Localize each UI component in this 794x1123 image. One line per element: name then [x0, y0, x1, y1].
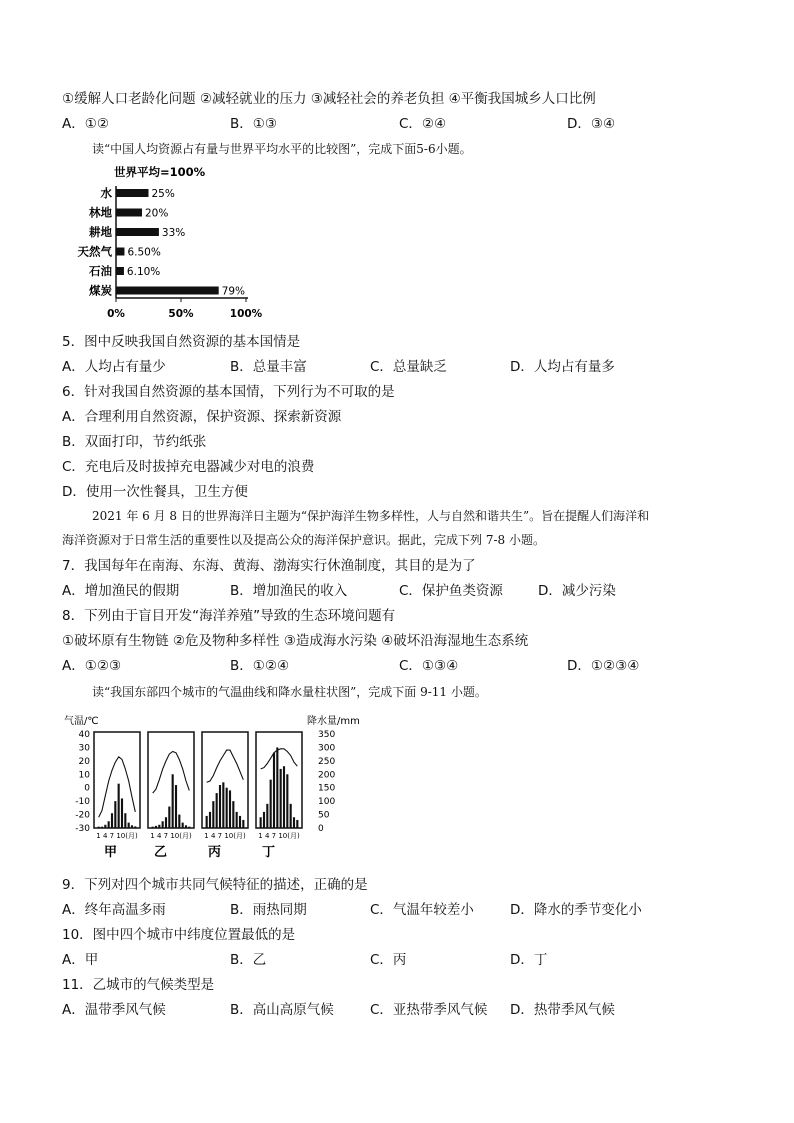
precip-tick-label: 300 [318, 743, 336, 754]
q11-option-b[interactable]: B．高山高原气候 [230, 1002, 334, 1018]
precip-bar [273, 753, 275, 828]
category-label: 水 [100, 186, 112, 200]
q11-stem: 11．乙城市的气候类型是 [62, 977, 215, 993]
precip-bar [229, 790, 231, 828]
precip-bar [114, 801, 116, 828]
q5-option-a[interactable]: A．人均占有量少 [62, 359, 166, 375]
q7-option-c[interactable]: C．保护鱼类资源 [399, 583, 503, 599]
intro-5-6: 读“中国人均资源占有量与世界平均水平的比较图”，完成下面5-6小题。 [92, 142, 472, 156]
q8-option-d[interactable]: D．①②③④ [567, 658, 640, 674]
temp-tick-label: 0 [84, 783, 90, 794]
resource-bar [116, 209, 142, 217]
bar-value-label: 20% [145, 207, 169, 220]
q5-option-d[interactable]: D．人均占有量多 [510, 359, 615, 375]
q5-option-c[interactable]: C．总量缺乏 [370, 359, 447, 375]
resource-bar-chart [76, 160, 306, 326]
q9-option-b[interactable]: B．雨热同期 [230, 902, 307, 918]
q11-option-c[interactable]: C．亚热带季风气候 [370, 1002, 488, 1018]
q8-option-a[interactable]: A．①②③ [62, 658, 122, 674]
temp-axis-label: 气温/℃ [64, 716, 99, 727]
intro-9-11: 读“我国东部四个城市的气温曲线和降水量柱状图”，完成下面 9-11 小题。 [92, 685, 487, 699]
q8-option-b[interactable]: B．①②④ [230, 658, 290, 674]
resource-bar [116, 228, 159, 236]
q10-option-b[interactable]: B．乙 [230, 952, 267, 968]
q10-stem: 10．图中四个城市中纬度位置最低的是 [62, 927, 296, 943]
q7-option-d[interactable]: D．减少污染 [538, 583, 616, 599]
precip-bar [216, 793, 218, 828]
precip-bar [182, 823, 184, 828]
q7-option-b[interactable]: B．增加渔民的收入 [230, 583, 348, 599]
temp-tick-label: 10 [78, 770, 90, 781]
q9-options [62, 901, 742, 919]
q4-option-b[interactable]: B．①③ [230, 116, 277, 132]
precip-bar [219, 785, 221, 828]
precip-bar [266, 804, 268, 828]
temp-tick-label: -20 [75, 810, 90, 821]
q5-stem: 5．图中反映我国自然资源的基本国情是 [62, 334, 301, 350]
precip-bar [118, 784, 120, 828]
precip-bar [212, 801, 214, 828]
q8-options [62, 657, 742, 675]
precip-bar [98, 827, 100, 828]
q10-option-a[interactable]: A．甲 [62, 952, 99, 968]
precip-bar [283, 766, 285, 828]
climate-chart [60, 712, 360, 862]
q4-option-c[interactable]: C．②④ [399, 116, 447, 132]
q9-option-a[interactable]: A．终年高温多雨 [62, 902, 166, 918]
precip-bar [124, 813, 126, 828]
climate-panel [94, 732, 140, 860]
bar-value-label: 25% [151, 188, 175, 200]
precip-bar [155, 826, 157, 828]
climate-panel [148, 732, 194, 860]
month-label: 1 4 7 10(月) [258, 832, 300, 840]
precip-bar [270, 780, 272, 828]
precip-bar [152, 827, 154, 828]
x-tick-label: 100% [229, 308, 263, 320]
climate-panel [256, 732, 302, 860]
precip-bar [260, 817, 262, 828]
city-name-label: 乙 [154, 845, 168, 860]
q10-option-d[interactable]: D．丁 [510, 952, 548, 968]
q9-option-d[interactable]: D．降水的季节变化小 [510, 902, 642, 918]
q10-option-c[interactable]: C．丙 [370, 952, 407, 968]
resource-bar [116, 189, 149, 197]
precip-bar [134, 826, 136, 828]
q6-option-d[interactable]: D．使用一次性餐具，卫生方便 [62, 484, 248, 500]
precip-tick-label: 350 [318, 730, 336, 740]
precip-tick-label: 250 [318, 756, 336, 767]
q8-option-c[interactable]: C．①③④ [399, 658, 459, 674]
precip-bar [286, 774, 288, 828]
temp-tick-label: 30 [78, 743, 90, 754]
temp-curve [207, 750, 244, 782]
precip-bar [104, 825, 106, 828]
precip-tick-label: 0 [318, 824, 324, 834]
q6-option-c[interactable]: C．充电后及时拔掉充电器减少对电的浪费 [62, 459, 315, 475]
category-label: 石油 [89, 264, 112, 278]
category-label: 煤炭 [89, 283, 112, 298]
q11-option-a[interactable]: A．温带季风气候 [62, 1002, 166, 1018]
precip-bar [172, 774, 174, 828]
q6-option-b[interactable]: B．双面打印，节约纸张 [62, 434, 207, 450]
q9-option-c[interactable]: C．气温年较差小 [370, 902, 474, 918]
q6-option-a[interactable]: A．合理利用自然资源，保护资源、探索新资源 [62, 409, 342, 425]
precip-bar [178, 815, 180, 828]
precip-bar [222, 782, 224, 828]
resource-bar [116, 287, 219, 295]
precip-bar [158, 825, 160, 828]
precip-bar [239, 816, 241, 828]
city-name-label: 丁 [262, 845, 276, 860]
q5-option-b[interactable]: B．总量丰富 [230, 359, 307, 375]
panel-frame [256, 732, 302, 828]
q7-stem: 7．我国每年在南海、东海、黄海、渤海实行休渔制度，其目的是为了 [62, 558, 476, 574]
precip-bar [128, 823, 130, 828]
precip-bar [188, 827, 190, 828]
precip-bar [232, 801, 234, 828]
precip-bar [131, 825, 133, 828]
bar-value-label: 6.10% [126, 266, 161, 278]
q4-option-d[interactable]: D．③④ [567, 116, 616, 132]
precip-bar [121, 798, 123, 828]
precip-bar [236, 812, 238, 828]
temp-curve [153, 752, 190, 794]
q4-statements: ①缓解人口老龄化问题 ②减轻就业的压力 ③减轻社会的养老负担 ④平衡我国城乡人口比例 [62, 91, 596, 107]
precip-axis-label: 降水量/mm [307, 716, 360, 727]
precip-bar [101, 827, 103, 828]
precip-bar [162, 821, 164, 828]
panel-frame [148, 732, 194, 828]
precip-bar [206, 816, 208, 828]
precip-bar [290, 804, 292, 828]
precip-tick-label: 100 [318, 797, 336, 808]
x-tick-label: 0% [107, 308, 125, 320]
resource-bar [116, 267, 124, 275]
precip-bar [165, 817, 167, 828]
temp-tick-label: 40 [78, 730, 90, 740]
precip-bar [293, 817, 295, 828]
temp-tick-label: -30 [75, 824, 90, 834]
precip-bar [111, 813, 113, 828]
precip-tick-label: 50 [318, 810, 330, 821]
precip-tick-label: 200 [318, 770, 336, 781]
q7-options [62, 582, 742, 600]
category-label: 林地 [89, 205, 112, 220]
climate-panel [202, 732, 248, 860]
city-name-label: 丙 [208, 845, 222, 860]
precip-bar [280, 769, 282, 828]
city-name-label: 甲 [104, 845, 118, 860]
q10-options [62, 951, 742, 969]
q7-option-a[interactable]: A．增加渔民的假期 [62, 583, 180, 599]
intro-7-8-line2: 海洋资源对于日常生活的重要性以及提高公众的海洋保护意识。据此，完成下列 7-8 小题。 [62, 533, 545, 547]
q9-stem: 9．下列对四个城市共同气候特征的描述，正确的是 [62, 877, 368, 893]
chart-title: 世界平均=100% [114, 165, 206, 179]
temp-tick-label: -10 [75, 797, 90, 808]
precip-bar [242, 820, 244, 828]
precip-bar [209, 812, 211, 828]
q4-options [62, 115, 742, 133]
month-label: 1 4 7 10(月) [150, 832, 192, 840]
month-label: 1 4 7 10(月) [204, 832, 246, 840]
precip-bar [108, 821, 110, 828]
temp-curve [99, 757, 136, 818]
x-tick-label: 50% [168, 308, 194, 320]
category-label: 耕地 [89, 225, 112, 239]
intro-7-8-line1: 2021 年 6 月 8 日的世界海洋日主题为“保护海洋生物多样性，人与自然和谐共生”。旨在提醒人们海洋和 [92, 509, 650, 523]
q6-stem: 6．针对我国自然资源的基本国情，下列行为不可取的是 [62, 384, 395, 400]
category-label: 天然气 [77, 244, 112, 259]
q8-statements: ①破坏原有生物链 ②危及物种多样性 ③造成海水污染 ④破坏沿海湿地生态系统 [62, 633, 529, 649]
precip-bar [185, 825, 187, 828]
month-label: 1 4 7 10(月) [96, 832, 138, 840]
resource-bar [116, 248, 124, 256]
bar-value-label: 79% [221, 285, 246, 298]
precip-bar [168, 807, 170, 828]
precip-bar [175, 785, 177, 828]
q11-options [62, 1001, 742, 1019]
bar-value-label: 6.50% [127, 246, 161, 259]
temp-curve [261, 749, 298, 769]
precip-bar [226, 788, 228, 828]
precip-tick-label: 150 [318, 783, 336, 794]
precip-bar [263, 812, 265, 828]
bar-value-label: 33% [161, 227, 186, 239]
q5-options [62, 358, 742, 376]
q4-option-a[interactable]: A．①② [62, 116, 109, 132]
precip-bar [276, 747, 278, 828]
q8-stem: 8．下列由于盲目开发“海洋养殖”导致的生态环境问题有 [62, 608, 396, 624]
precip-bar [296, 820, 298, 828]
panel-frame [202, 732, 248, 828]
temp-tick-label: 20 [78, 756, 90, 767]
q11-option-d[interactable]: D．热带季风气候 [510, 1002, 615, 1018]
